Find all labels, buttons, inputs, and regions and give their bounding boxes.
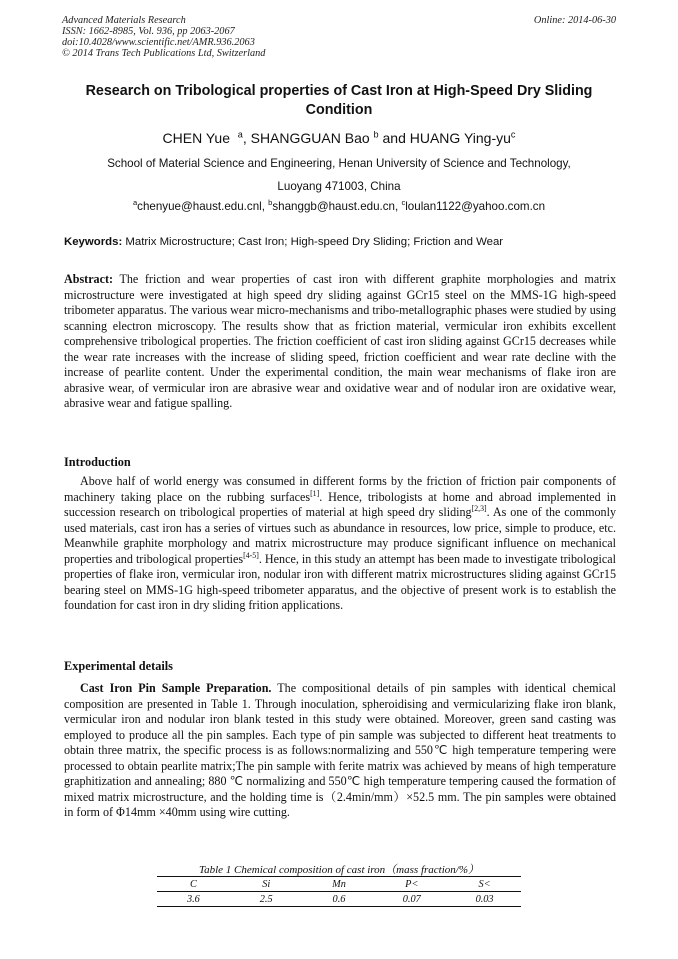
keywords — [64, 236, 616, 248]
table-header-cell: C — [189, 878, 197, 890]
experimental-paragraph — [64, 681, 616, 821]
experimental-text: The compositional details of pin samples with identical chemical composition are presented in Table 1. Through inoculation, spheroidising and vermicularizing flake iron blank, vermicular iron and nodular iron blank tested in this study were obtained. Moreover, green sand casting was employed to produce all the pin samples. Each type of pin sample was subjected to different heat treatments to obtain three matrix, the specific process is as follows:normalizing and 550℃ high temperature tempering were processed to obtain pearlite matrix;The pin sample with ferite matrix was achieved by means of high temperature graphitization and annealing; 880 ℃ normalizing and 550℃ high temperature tempering caused the formation of mixed matrix microstructure, and the holding time is（2.4min/mm）×52.5 mm. The pin samples were obtained in form of Φ14mm ×40mm using wire cutting. — [64, 681, 616, 820]
table-cell: 0.03 — [475, 893, 494, 905]
affiliation-line: Luoyang 471003, China — [277, 180, 401, 193]
author-superscript: c — [510, 129, 516, 140]
issn-line: ISSN: 1662-8985, Vol. 936, pp 2063-2067 — [62, 26, 235, 37]
affiliation-line: School of Material Science and Engineering, Henan University of Science and Technology, — [107, 157, 571, 170]
table-cell: 0.07 — [402, 893, 421, 905]
table-header-row — [157, 877, 521, 891]
table-header-cell: Mn — [332, 878, 346, 890]
table-header-cell: Si — [262, 878, 271, 890]
citation[interactable]: [1] — [310, 488, 320, 498]
table-cell: 3.6 — [186, 893, 200, 905]
email-superscript: b — [268, 198, 273, 208]
intro-text: . Hence, tribologists at home and abroad implemented in succession research on tribological properties of material at high speed dry sliding — [64, 489, 616, 520]
intro-text: . As one of the commonly used materials, cast iron has a series of virtues such as abundance in resources, low price, simple to produce, etc. Meanwhile graphite morphology and matrix microstructure may produce significant influence on mechanical properties and tribological properties — [64, 505, 617, 566]
email-list — [62, 200, 616, 213]
email-superscript: c — [401, 198, 406, 208]
section-heading-experimental: Experimental details — [64, 659, 173, 673]
keywords-text: Matrix Microstructure; Cast Iron; High-speed Dry Sliding; Friction and Wear — [122, 236, 504, 248]
doi-line[interactable]: doi:10.4028/www.scientific.net/AMR.936.2063 — [62, 37, 255, 48]
abstract — [64, 272, 616, 412]
table-header-cell: P< — [405, 878, 419, 890]
table-cell: 0.6 — [332, 893, 346, 905]
author-name: and HUANG Ying-yu — [378, 130, 511, 146]
copyright-line: © 2014 Trans Tech Publications Ltd, Switzerland — [62, 48, 266, 59]
abstract-label: Abstract: — [64, 272, 114, 286]
author-list — [62, 130, 616, 146]
online-date: Online: 2014-06-30 — [533, 15, 616, 26]
email-address[interactable]: shanggb@haust.edu.cn, — [272, 200, 402, 213]
journal-name: Advanced Materials Research — [62, 15, 186, 26]
journal-meta — [62, 15, 265, 59]
author-name: CHEN Yue — [162, 130, 230, 146]
subsection-heading: Cast Iron Pin Sample Preparation. — [80, 681, 272, 695]
author-superscript: a — [237, 129, 243, 140]
author-name: , SHANGGUAN Bao — [242, 130, 370, 146]
paper-title: Research on Tribological properties of Cast Iron at High-Speed Dry Sliding Condition — [85, 83, 593, 118]
section-heading-introduction: Introduction — [64, 455, 131, 469]
intro-text: Above half of world energy was consumed in different forms by the friction of friction pair components of machinery taking place on the rubbing surfaces — [64, 474, 616, 504]
table-cell: 2.5 — [259, 893, 273, 905]
keywords-label: Keywords: — [64, 236, 123, 248]
intro-text: . Hence, in this study an attempt has been made to investigate tribological properties of flake iron, vermicular iron, nodular iron with different matrix microstructures sliding against GCr15 bearing steel on MMS-1G high-speed tribometer apparatus, and the objective of present work is to establish the foundation for cast iron in dry sliding frition applications. — [64, 551, 617, 613]
table-header-cell: S< — [478, 878, 491, 890]
email-address[interactable]: loulan1122@yahoo.com.cn — [405, 200, 546, 213]
table-caption: Table 1 Chemical composition of cast iron（mass fraction/%） — [199, 864, 479, 876]
citation[interactable]: [2,3] — [471, 504, 487, 514]
author-superscript: b — [373, 129, 379, 140]
table-bottom-rule — [157, 906, 521, 907]
introduction-paragraph — [64, 474, 616, 614]
email-superscript: a — [132, 198, 138, 208]
composition-table — [157, 876, 521, 907]
citation[interactable]: [4-5] — [243, 550, 259, 560]
table-row — [157, 892, 521, 906]
email-address[interactable]: chenyue@haust.edu.cnl, — [137, 200, 269, 213]
abstract-text: The friction and wear properties of cast iron with different graphite morphologies and matrix microstructure were investigated at high speed dry sliding against GCr15 steel on the MMS-1G high-speed tribometer apparatus. The various wear micro-mechanisms and tribo-metallographic phases were studied by using scanning electron microscopy. The results show that as friction material, vermicular iron exhibits excellent comprehensive tribological properties. The friction coefficient of cast iron sliding against GCr15 decreases while the wear rate increases with the increase of sliding speed, friction coefficient and wear rate decline with the increase of pearlite content. Under the experimental condition, the main wear mechanisms of flake iron are abrasive wear, of vermicular iron are abrasive wear and oxidative wear and of nodular iron are oxidative wear, abrasive wear and fatigue spalling. — [64, 272, 616, 411]
